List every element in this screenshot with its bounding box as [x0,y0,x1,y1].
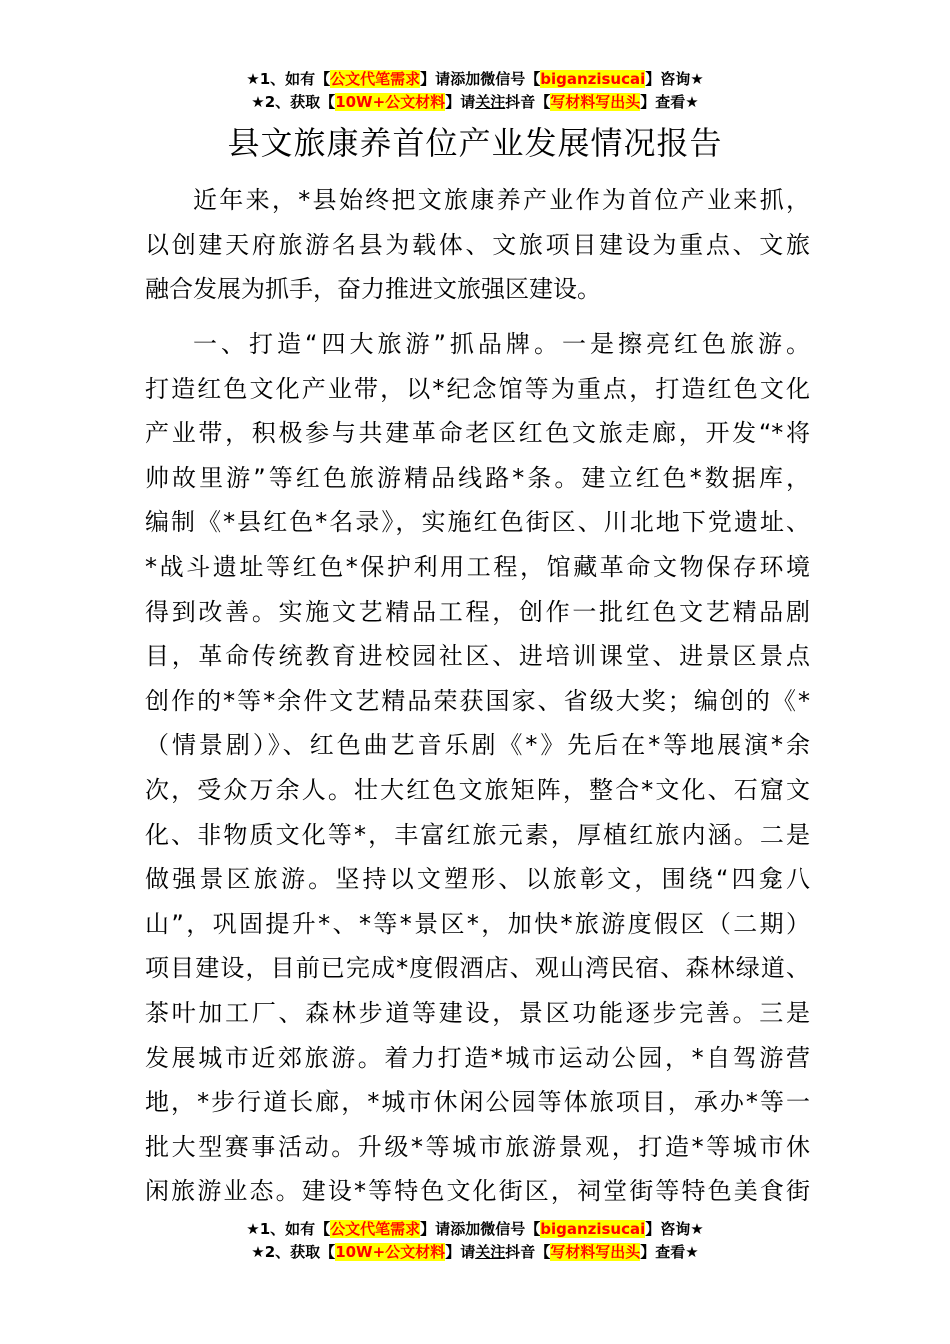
banner-line-1 [0,1218,950,1241]
paragraph-line: 编制《*县红色*名录》，实施红色街区、川北地下党遗址、 [145,508,810,537]
paragraph-line: （情景剧）》、红色曲艺音乐剧《*》先后在*等地展演*余 [145,731,810,760]
paragraph-line: 打造红色文化产业带，以*纪念馆等为重点，打造红色文化 [145,374,810,403]
banner-emphasis: 添加 [450,1220,481,1238]
top-banner [0,68,950,114]
banner-highlight: 写材料写出头 [550,1243,641,1261]
paragraph-line: 地，*步行道长廊，*城市休闲公园等体旅项目，承办*等一 [145,1088,810,1117]
banner-emphasis: 关注 [475,93,506,111]
paragraph-line: 融合发展为抓手，奋力推进文旅强区建设。 [145,275,601,304]
paragraph-line: 茶叶加工厂、森林步道等建设，景区功能逐步完善。三是 [145,998,810,1027]
banner-highlight: 写材料写出头 [550,93,641,111]
paragraph-line: 化、非物质文化等*，丰富红旅元素，厚植红旅内涵。二是 [145,820,810,849]
paragraph-line: 得到改善。实施文艺精品工程，创作一批红色文艺精品剧 [145,597,810,626]
banner-text: 】请 [445,1243,476,1261]
paragraph-section-one [145,322,810,1214]
banner-text: 微信号【 [480,1220,541,1238]
paragraph-line: 批大型赛事活动。升级*等城市旅游景观，打造*等城市休 [145,1132,810,1161]
paragraph-line: 闲旅游业态。建设*等特色文化街区，祠堂街等特色美食街 [145,1177,810,1206]
paragraph-line: 次，受众万余人。壮大红色文旅矩阵，整合*文化、石窟文 [145,775,810,804]
paragraph-line: 帅故里游”等红色旅游精品线路*条。建立红色*数据库， [145,463,810,492]
paragraph-line: 以创建天府旅游名县为载体、文旅项目建设为重点、文旅 [145,230,810,259]
banner-text: 】咨询★ [645,1220,704,1238]
banner-line-1 [0,68,950,91]
banner-highlight: 10W+公文材料 [335,1243,446,1261]
banner-line-2 [0,1241,950,1264]
banner-line-2 [0,91,950,114]
banner-text: 抖音【 [505,1243,551,1261]
banner-emphasis: 关注 [475,1243,506,1261]
paragraph-line: 山”，巩固提升*、*等*景区*，加快*旅游度假区（二期） [145,909,810,938]
banner-text: ★1、如有【 [246,70,331,88]
banner-text: ★2、获取【 [251,1243,336,1261]
banner-highlight: 10W+公文材料 [335,93,446,111]
banner-text: 微信号【 [480,70,541,88]
banner-text: 抖音【 [505,93,551,111]
bottom-banner [0,1218,950,1264]
paragraph-line: 发展城市近郊旅游。着力打造*城市运动公园，*自驾游营 [145,1043,810,1072]
banner-emphasis: 添加 [450,70,481,88]
banner-text: 】请 [420,1220,451,1238]
banner-highlight: biganzisucai [540,70,646,88]
paragraph-line: *战斗遗址等红色*保护利用工程，馆藏革命文物保存环境 [145,552,810,581]
banner-highlight: 公文代笔需求 [330,1220,421,1238]
paragraph-line: 目，革命传统教育进校园社区、进培训课堂、进景区景点 [145,642,810,671]
paragraph-line: 一、打造“四大旅游”抓品牌。一是擦亮红色旅游。 [193,330,810,358]
paragraph-line: 项目建设，目前已完成*度假酒店、观山湾民宿、森林绿道、 [145,954,810,983]
banner-text: 】查看★ [640,1243,699,1261]
paragraph-line: 创作的*等*余件文艺精品荣获国家、省级大奖；编创的《* [145,686,810,715]
banner-highlight: 公文代笔需求 [330,70,421,88]
paragraph-intro [145,178,810,312]
banner-highlight: biganzisucai [540,1220,646,1238]
banner-text: 】查看★ [640,93,699,111]
banner-text: 】请 [420,70,451,88]
paragraph-line: 产业带，积极参与共建革命老区红色文旅走廊，开发“*将 [145,419,810,448]
banner-text: ★1、如有【 [246,1220,331,1238]
paragraph-line: 做强景区旅游。坚持以文塑形、以旅彰文，围绕“四龛八 [145,865,810,894]
banner-text: 】咨询★ [645,70,704,88]
banner-text: ★2、获取【 [251,93,336,111]
paragraph-line: 近年来，*县始终把文旅康养产业作为首位产业来抓， [193,186,810,214]
banner-text: 】请 [445,93,476,111]
document-title: 县文旅康养首位产业发展情况报告 [227,124,723,162]
